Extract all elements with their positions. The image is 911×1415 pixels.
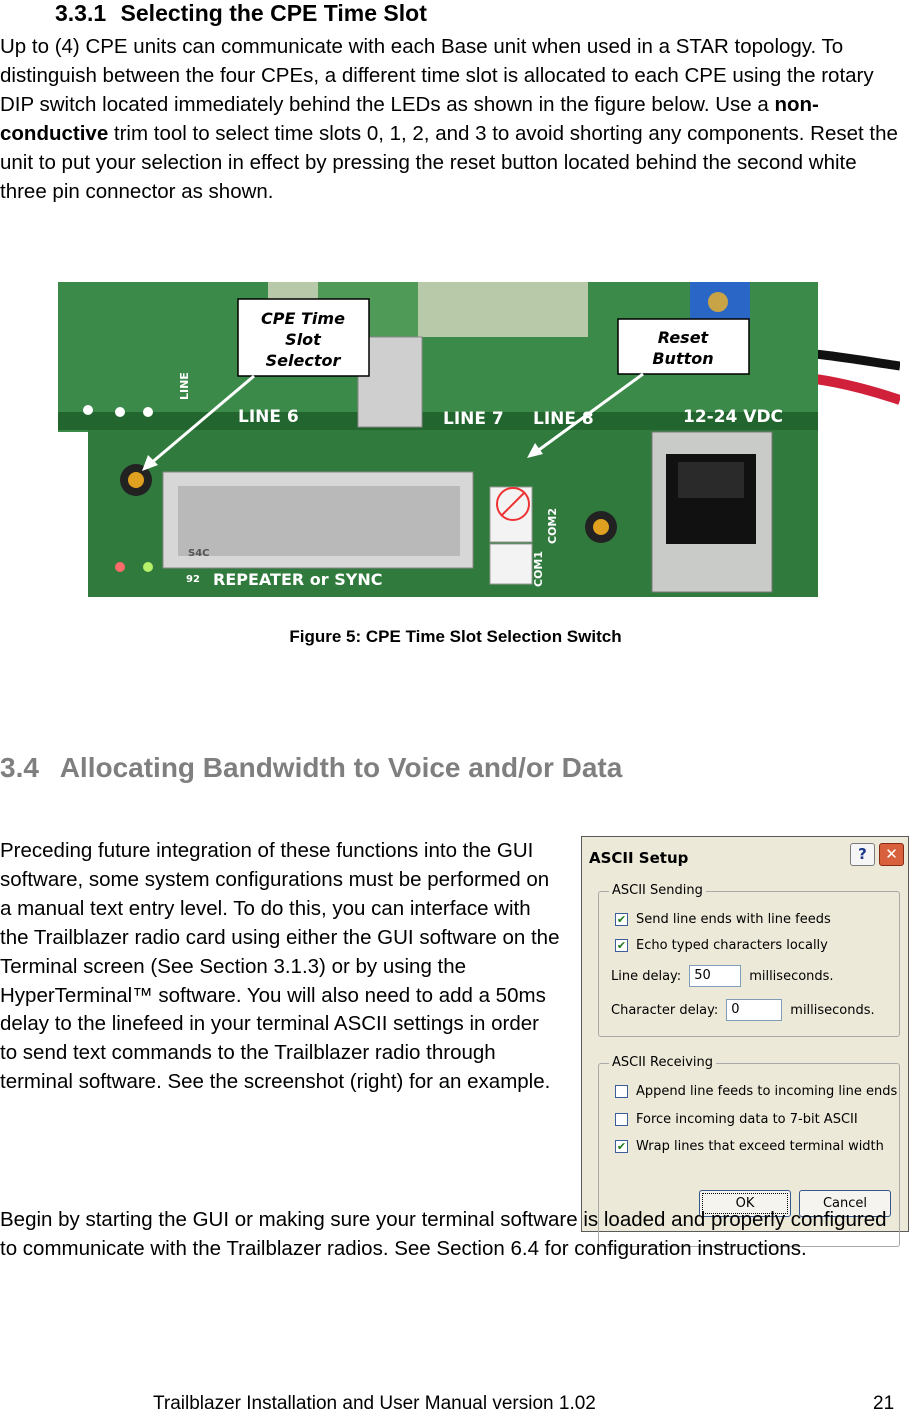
cancel-button[interactable]: Cancel xyxy=(799,1190,891,1217)
dialog-title: ASCII Setup xyxy=(589,849,689,867)
section-number: 3.3.1 xyxy=(55,0,107,26)
character-delay-label: Character delay: xyxy=(611,1002,719,1018)
paragraph-time-slot xyxy=(0,33,905,206)
silkscreen-label: LINE 7 xyxy=(443,409,504,429)
paragraph-text: Up to (4) CPE units can communicate with each Base unit when used in a STAR topology. To distinguish between the four CPEs, a different time slot is allocated to each CPE using the rotary DIP switch located immediately behind the LEDs as shown in the figure below. Use a xyxy=(0,35,874,116)
silkscreen-label: LINE xyxy=(178,372,191,400)
wrap-lines-option[interactable] xyxy=(615,1139,884,1154)
checkbox-label: Echo typed characters locally xyxy=(636,938,828,953)
character-delay-row xyxy=(611,999,875,1021)
silkscreen-label: LINE 8 xyxy=(533,409,594,429)
line-delay-field[interactable]: 50 xyxy=(689,965,741,987)
checkbox-label: Append line feeds to incoming line ends xyxy=(636,1084,898,1099)
figure-caption: Figure 5: CPE Time Slot Selection Switch xyxy=(289,627,622,646)
echo-option[interactable] xyxy=(615,938,828,953)
silkscreen-label: 12-24 VDC xyxy=(683,407,784,427)
section-number: 3.4 xyxy=(0,752,39,783)
ascii-setup-dialog xyxy=(581,836,909,1232)
section-title: Selecting the CPE Time Slot xyxy=(120,0,427,26)
paragraph-bandwidth: Preceding future integration of these functions into the GUI software, some system configurations must be performed on a manual text entry level. To do this, you can interface with the Trailblazer radio card using either the GUI software on the Terminal screen (See Section 3.1.3) or by using the HyperTerminal™ software. You will also need to add a 50ms delay to the linefeed in your terminal ASCII settings in order to send text commands to the Trailblazer radio through terminal software. See the screenshot (right) for an example. xyxy=(0,839,560,1094)
character-delay-field[interactable]: 0 xyxy=(726,999,782,1021)
force-7bit-checkbox[interactable] xyxy=(615,1113,628,1126)
callout-text: Selector xyxy=(265,351,341,370)
force-7bit-option[interactable] xyxy=(615,1112,858,1127)
wrap-lines-checkbox[interactable]: ✔ xyxy=(616,1140,627,1153)
silkscreen-label: LINE 6 xyxy=(238,407,299,427)
callout-text: Reset xyxy=(657,328,709,347)
section-heading-3-3-1 xyxy=(55,0,427,27)
unit-label: milliseconds. xyxy=(790,1002,875,1018)
line-delay-row xyxy=(611,965,834,987)
section-heading-3-4 xyxy=(0,752,622,784)
callout-text: Button xyxy=(652,349,714,368)
paragraph-text: trim tool to select time slots 0, 1, 2, and 3 to avoid shorting any components. Reset the unit to put your selection in effect by pressing the reset button located behind the second white three pin connector as shown. xyxy=(0,121,898,203)
footer-title: Trailblazer Installation and User Manual version 1.02 xyxy=(153,1393,596,1414)
silkscreen-label: REPEATER or SYNC xyxy=(213,570,383,589)
bold-non-conductive: non-conductive xyxy=(0,92,819,145)
send-line-ends-option[interactable] xyxy=(615,912,831,927)
echo-checkbox[interactable]: ✔ xyxy=(616,939,627,952)
checkbox-label: Wrap lines that exceed terminal width xyxy=(636,1139,884,1154)
callout-text: Slot xyxy=(285,330,321,349)
silkscreen-label: COM1 xyxy=(532,550,545,587)
send-line-ends-checkbox[interactable]: ✔ xyxy=(616,913,627,926)
callout-text: CPE Time xyxy=(261,309,345,328)
circuit-board-photo xyxy=(58,282,900,600)
line-delay-label: Line delay: xyxy=(611,968,682,984)
silkscreen-label: 92 xyxy=(186,574,200,585)
append-line-feeds-option[interactable] xyxy=(615,1084,897,1099)
ascii-sending-group xyxy=(598,883,900,1037)
silkscreen-label: COM2 xyxy=(546,507,559,544)
help-button[interactable]: ? xyxy=(850,843,875,866)
ok-button[interactable]: OK xyxy=(699,1190,791,1217)
checkbox-label: Send line ends with line feeds xyxy=(636,912,831,927)
unit-label: milliseconds. xyxy=(749,968,834,984)
append-line-feeds-checkbox[interactable] xyxy=(615,1085,628,1098)
group-label: ASCII Receiving xyxy=(609,1055,716,1070)
checkbox-label: Force incoming data to 7-bit ASCII xyxy=(636,1112,858,1127)
silkscreen-label: S4C xyxy=(188,548,210,559)
page-number: 21 xyxy=(873,1393,895,1414)
section-title: Allocating Bandwidth to Voice and/or Data xyxy=(59,752,623,783)
group-label: ASCII Sending xyxy=(609,883,706,898)
paragraph-begin: Begin by starting the GUI or making sure your terminal software is loaded and properly configured to communicate with the Trailblazer radios. See Section 6.4 for configuration instructions. xyxy=(0,1208,887,1260)
close-button[interactable]: ✕ xyxy=(879,843,904,866)
